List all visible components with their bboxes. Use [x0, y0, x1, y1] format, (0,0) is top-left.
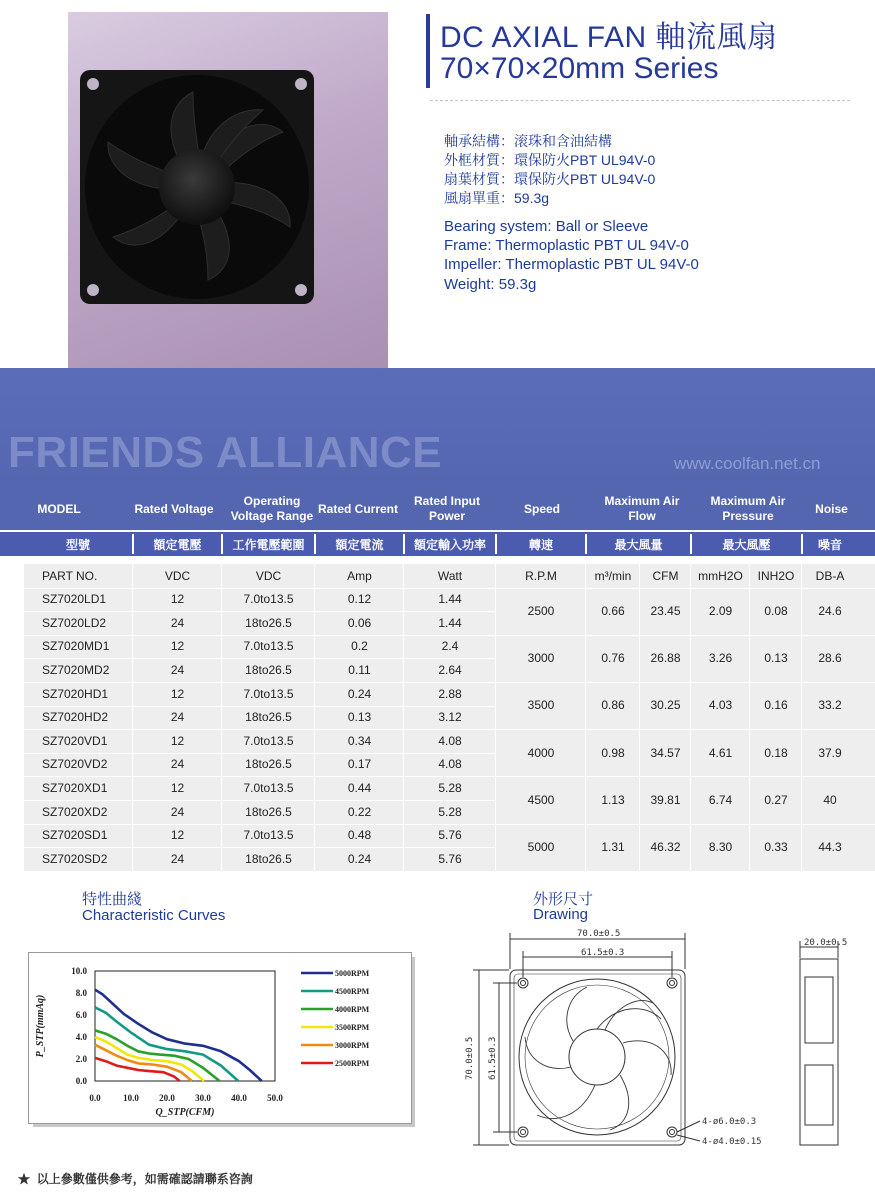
table-cell-vdc: 24: [170, 757, 185, 772]
header-zh-0: 型號: [65, 537, 90, 552]
curves-title-en: Characteristic Curves: [82, 907, 226, 924]
y-tick-label: 6.0: [75, 1010, 87, 1020]
table-cell-watt: 2.4: [441, 639, 459, 654]
column-separator: [495, 564, 496, 871]
unit-cell: mmH2O: [698, 568, 743, 583]
row-separator: [495, 682, 875, 683]
dim-height-outer: 70.0±0.5: [465, 1036, 475, 1080]
header-en-6: Maximum Air Flow: [604, 494, 680, 523]
table-cell-m3: 0.98: [601, 745, 625, 760]
table-cell-vdc: 12: [170, 592, 185, 607]
table-cell-part: SZ7020LD1: [42, 592, 107, 607]
y-tick-label: 0.0: [75, 1076, 87, 1086]
x-tick-label: 0.0: [89, 1093, 101, 1103]
table-cell-watt: 2.64: [438, 662, 462, 677]
table-cell-range: 7.0to13.5: [243, 828, 294, 843]
table-cell-cfm: 46.32: [650, 839, 681, 854]
fan-photo-illustration: [68, 12, 388, 368]
table-cell-part: SZ7020XD1: [42, 780, 108, 795]
table-cell-inh2o: 0.13: [764, 651, 788, 666]
table-cell-vdc: 12: [170, 828, 185, 843]
row-separator: [495, 729, 875, 730]
x-tick-label: 20.0: [159, 1093, 175, 1103]
unit-cell: PART NO.: [42, 568, 98, 583]
y-tick-label: 10.0: [71, 966, 87, 976]
table-cell-vdc: 12: [170, 733, 185, 748]
table-cell-range: 7.0to13.5: [243, 592, 294, 607]
table-cell-watt: 2.88: [438, 686, 462, 701]
column-separator: [690, 564, 691, 871]
table-cell-mmh2o: 2.09: [708, 603, 733, 618]
header-zh-separator: [585, 534, 587, 554]
spec-zh-impeller: 扇葉材質：環保防火PBT UL94V-0: [444, 171, 656, 187]
header-en-7: Maximum Air Pressure: [710, 494, 786, 523]
header-zh-3: 額定電流: [335, 537, 384, 552]
table-cell-dba: 33.2: [818, 698, 842, 713]
header-zh-separator: [495, 534, 497, 554]
header-zh-7: 最大風壓: [722, 537, 771, 552]
table-cell-part: SZ7020SD1: [42, 828, 108, 843]
table-cell-range: 18to26.5: [245, 662, 292, 677]
dim-hole-inner: 4-ø4.0±0.15: [702, 1137, 762, 1147]
table-cell-watt: 5.28: [438, 804, 462, 819]
x-tick-label: 40.0: [231, 1093, 247, 1103]
table-cell-range: 18to26.5: [245, 757, 292, 772]
column-separator: [749, 564, 750, 871]
unit-cell: Amp: [347, 568, 372, 583]
y-tick-label: 8.0: [75, 988, 87, 998]
header-zh-5: 轉速: [528, 537, 553, 552]
table-cell-dba: 24.6: [818, 603, 842, 618]
table-cell-rpm: 3500: [527, 698, 555, 713]
table-cell-vdc: 24: [170, 851, 185, 866]
header-en-1: Rated Voltage: [134, 501, 214, 516]
table-cell-watt: 5.76: [438, 851, 462, 866]
x-tick-label: 30.0: [195, 1093, 211, 1103]
table-cell-amp: 0.24: [347, 851, 372, 866]
mount-hole-tl: [518, 978, 528, 988]
brand-name: FRIENDS ALLIANCE: [8, 428, 443, 477]
drawing-title-zh: 外形尺寸: [533, 891, 594, 908]
spec-en-impeller: Impeller: Thermoplastic PBT UL 94V-0: [444, 256, 699, 273]
star-icon: ★: [18, 1172, 31, 1186]
unit-cell: INH2O: [757, 568, 795, 583]
header-en-4: Rated Input Power: [414, 494, 480, 523]
table-cell-watt: 5.28: [438, 780, 462, 795]
unit-cell: m³/min: [594, 568, 632, 583]
table-cell-amp: 0.13: [347, 710, 372, 725]
mount-hole-tr: [667, 978, 677, 988]
table-cell-part: SZ7020MD1: [42, 639, 110, 654]
x-axis-label: Q_STP(CFM): [155, 1107, 215, 1118]
header-zh-6: 最大風量: [614, 537, 663, 552]
table-cell-vdc: 24: [170, 804, 185, 819]
table-cell-vdc: 12: [170, 780, 185, 795]
header-en-3: Rated Current: [317, 501, 398, 516]
row-separator: [495, 824, 875, 825]
table-cell-part: SZ7020MD2: [42, 662, 110, 677]
spec-en-frame: Frame: Thermoplastic PBT UL 94V-0: [444, 237, 689, 254]
table-cell-cfm: 39.81: [650, 792, 681, 807]
title-accent-bar: [426, 14, 430, 88]
table-cell-part: SZ7020XD2: [42, 804, 108, 819]
table-cell-range: 18to26.5: [245, 615, 292, 630]
table-cell-amp: 0.11: [348, 662, 371, 677]
x-tick-label: 50.0: [267, 1093, 283, 1103]
table-cell-amp: 0.2: [351, 639, 368, 654]
table-cell-amp: 0.24: [347, 686, 372, 701]
table-cell-vdc: 24: [170, 710, 185, 725]
header-zh-8: 噪音: [817, 537, 842, 552]
table-cell-amp: 0.17: [347, 757, 372, 772]
product-photo: [68, 12, 388, 368]
title-divider: [430, 100, 850, 101]
table-cell-dba: 44.3: [818, 839, 842, 854]
header-zh-separator: [403, 534, 405, 554]
table-cell-amp: 0.06: [347, 615, 372, 630]
page-subtitle: 70×70×20mm Series: [440, 52, 719, 85]
table-cell-inh2o: 0.18: [764, 745, 788, 760]
dim-width-holes: 61.5±0.3: [581, 948, 625, 958]
drawing-title-en: Drawing: [533, 906, 589, 923]
table-cell-cfm: 26.88: [650, 651, 681, 666]
spec-zh-frame: 外框材質：環保防火PBT UL94V-0: [444, 152, 656, 168]
footnote: [18, 1170, 253, 1187]
table-cell-m3: 0.86: [601, 698, 625, 713]
table-cell-part: SZ7020VD1: [42, 733, 108, 748]
table-cell-cfm: 23.45: [650, 603, 681, 618]
table-cell-watt: 1.44: [438, 615, 462, 630]
table-cell-range: 7.0to13.5: [243, 639, 294, 654]
column-separator: [639, 564, 640, 871]
table-cell-inh2o: 0.08: [764, 603, 788, 618]
table-cell-vdc: 12: [170, 686, 185, 701]
row-separator: [495, 588, 875, 589]
dim-hole-outer: 4-ø6.0±0.3: [702, 1117, 757, 1127]
y-axis-label: P_STP(mmAq): [35, 994, 46, 1058]
table-cell-cfm: 30.25: [650, 698, 681, 713]
table-cell-vdc: 24: [170, 662, 185, 677]
y-tick-label: 2.0: [75, 1054, 87, 1064]
drawing-frame: [510, 970, 685, 1145]
row-separator: [495, 776, 875, 777]
row-separator: [495, 635, 875, 636]
header-zh-separator: [690, 534, 692, 554]
legend-label-3500rpm: 3500RPM: [335, 1023, 370, 1032]
dim-width-outer: 70.0±0.5: [577, 929, 621, 939]
table-cell-rpm: 2500: [527, 603, 555, 618]
legend-label-4500rpm: 4500RPM: [335, 987, 370, 996]
footnote-text: 以上參數僅供參考，如需確認請聯系咨詢: [36, 1172, 253, 1186]
unit-cell: R.P.M: [525, 568, 557, 583]
legend-label-2500rpm: 2500RPM: [335, 1059, 370, 1068]
header-zh-separator: [801, 534, 803, 554]
legend-label-4000rpm: 4000RPM: [335, 1005, 370, 1014]
header-zh-separator: [221, 534, 223, 554]
table-cell-watt: 4.08: [438, 757, 462, 772]
column-separator: [585, 564, 586, 871]
table-cell-watt: 5.76: [438, 828, 462, 843]
table-cell-rpm: 4500: [527, 792, 555, 807]
header-zh-separator: [314, 534, 316, 554]
table-cell-mmh2o: 6.74: [708, 792, 733, 807]
table-cell-range: 18to26.5: [245, 710, 292, 725]
table-cell-range: 7.0to13.5: [243, 733, 294, 748]
chart-svg: [29, 953, 411, 1123]
header-en-5: Speed: [523, 501, 560, 516]
table-cell-range: 18to26.5: [245, 851, 292, 866]
header-zh-1: 額定電壓: [153, 537, 202, 552]
table-cell-mmh2o: 3.26: [708, 651, 733, 666]
table-cell-watt: 1.44: [438, 592, 462, 607]
table-cell-amp: 0.48: [347, 828, 372, 843]
table-cell-dba: 37.9: [818, 745, 842, 760]
table-cell-rpm: 5000: [527, 839, 555, 854]
x-tick-label: 10.0: [123, 1093, 139, 1103]
table-cell-rpm: 4000: [527, 745, 555, 760]
column-separator: [221, 564, 222, 871]
table-cell-dba: 28.6: [818, 651, 842, 666]
header-zh-separator: [132, 534, 134, 554]
header-en-0: MODEL: [37, 501, 81, 516]
spec-zh-bearing: 軸承結構：滚珠和含油結構: [444, 133, 612, 149]
table-cell-range: 18to26.5: [245, 804, 292, 819]
header-en-8: Noise: [815, 501, 848, 516]
table-cell-part: SZ7020LD2: [42, 615, 107, 630]
dim-thickness: 20.0±0.5: [804, 938, 848, 948]
table-cell-part: SZ7020HD1: [42, 686, 109, 701]
drawing-side-view: [800, 959, 838, 1145]
table-cell-m3: 1.13: [601, 792, 625, 807]
table-cell-amp: 0.34: [347, 733, 372, 748]
table-cell-watt: 4.08: [438, 733, 462, 748]
table-cell-part: SZ7020VD2: [42, 757, 108, 772]
legend-label-3000rpm: 3000RPM: [335, 1041, 370, 1050]
drawing-hub: [569, 1029, 625, 1085]
table-cell-m3: 0.66: [601, 603, 625, 618]
y-tick-label: 4.0: [75, 1032, 87, 1042]
spec-en-weight: Weight: 59.3g: [444, 276, 537, 293]
characteristic-chart: [28, 952, 412, 1124]
table-cell-vdc: 24: [170, 615, 185, 630]
table-cell-amp: 0.12: [347, 592, 372, 607]
website-link[interactable]: www.coolfan.net.cn: [674, 454, 821, 473]
table-cell-part: SZ7020SD2: [42, 851, 108, 866]
dimension-drawing: [455, 925, 855, 1155]
spec-en-bearing: Bearing system: Ball or Sleeve: [444, 218, 649, 235]
unit-cell: CFM: [652, 568, 679, 583]
table-cell-m3: 0.76: [601, 651, 625, 666]
table-cell-rpm: 3000: [527, 651, 555, 666]
curves-title-zh: 特性曲綫: [82, 891, 143, 908]
page-title: DC AXIAL FAN 軸流風扇: [440, 21, 778, 54]
table-cell-amp: 0.22: [347, 804, 372, 819]
table-cell-dba: 40: [823, 792, 837, 807]
table-cell-range: 7.0to13.5: [243, 780, 294, 795]
series-line-4000rpm: [95, 1030, 220, 1081]
column-separator: [314, 564, 315, 871]
table-cell-watt: 3.12: [438, 710, 462, 725]
table-cell-range: 7.0to13.5: [243, 686, 294, 701]
table-cell-m3: 1.31: [601, 839, 625, 854]
series-line-4500rpm: [95, 1007, 238, 1081]
table-cell-cfm: 34.57: [650, 745, 681, 760]
unit-cell: VDC: [164, 568, 191, 583]
header-zh-4: 額定輸入功率: [413, 537, 486, 552]
dim-height-holes: 61.5±0.3: [488, 1036, 498, 1080]
table-cell-mmh2o: 4.03: [708, 698, 733, 713]
legend-label-5000rpm: 5000RPM: [335, 969, 370, 978]
table-cell-inh2o: 0.16: [764, 698, 788, 713]
column-separator: [403, 564, 404, 871]
table-cell-mmh2o: 4.61: [708, 745, 733, 760]
spec-zh-weight: 風扇單重：59.3g: [444, 190, 550, 206]
mount-hole-bl: [518, 1127, 528, 1137]
table-cell-inh2o: 0.33: [764, 839, 788, 854]
unit-cell: VDC: [255, 568, 282, 583]
header-en-2: Operating Voltage Range: [230, 494, 314, 523]
unit-cell: Watt: [437, 568, 463, 583]
mount-hole-br: [667, 1127, 677, 1137]
table-cell-mmh2o: 8.30: [708, 839, 733, 854]
unit-cell: DB-A: [815, 568, 845, 583]
header-zh-2: 工作電壓範圍: [232, 537, 305, 552]
table-cell-part: SZ7020HD2: [42, 710, 109, 725]
table-cell-vdc: 12: [170, 639, 185, 654]
column-separator: [801, 564, 802, 871]
table-cell-inh2o: 0.27: [764, 792, 788, 807]
table-cell-amp: 0.44: [347, 780, 372, 795]
